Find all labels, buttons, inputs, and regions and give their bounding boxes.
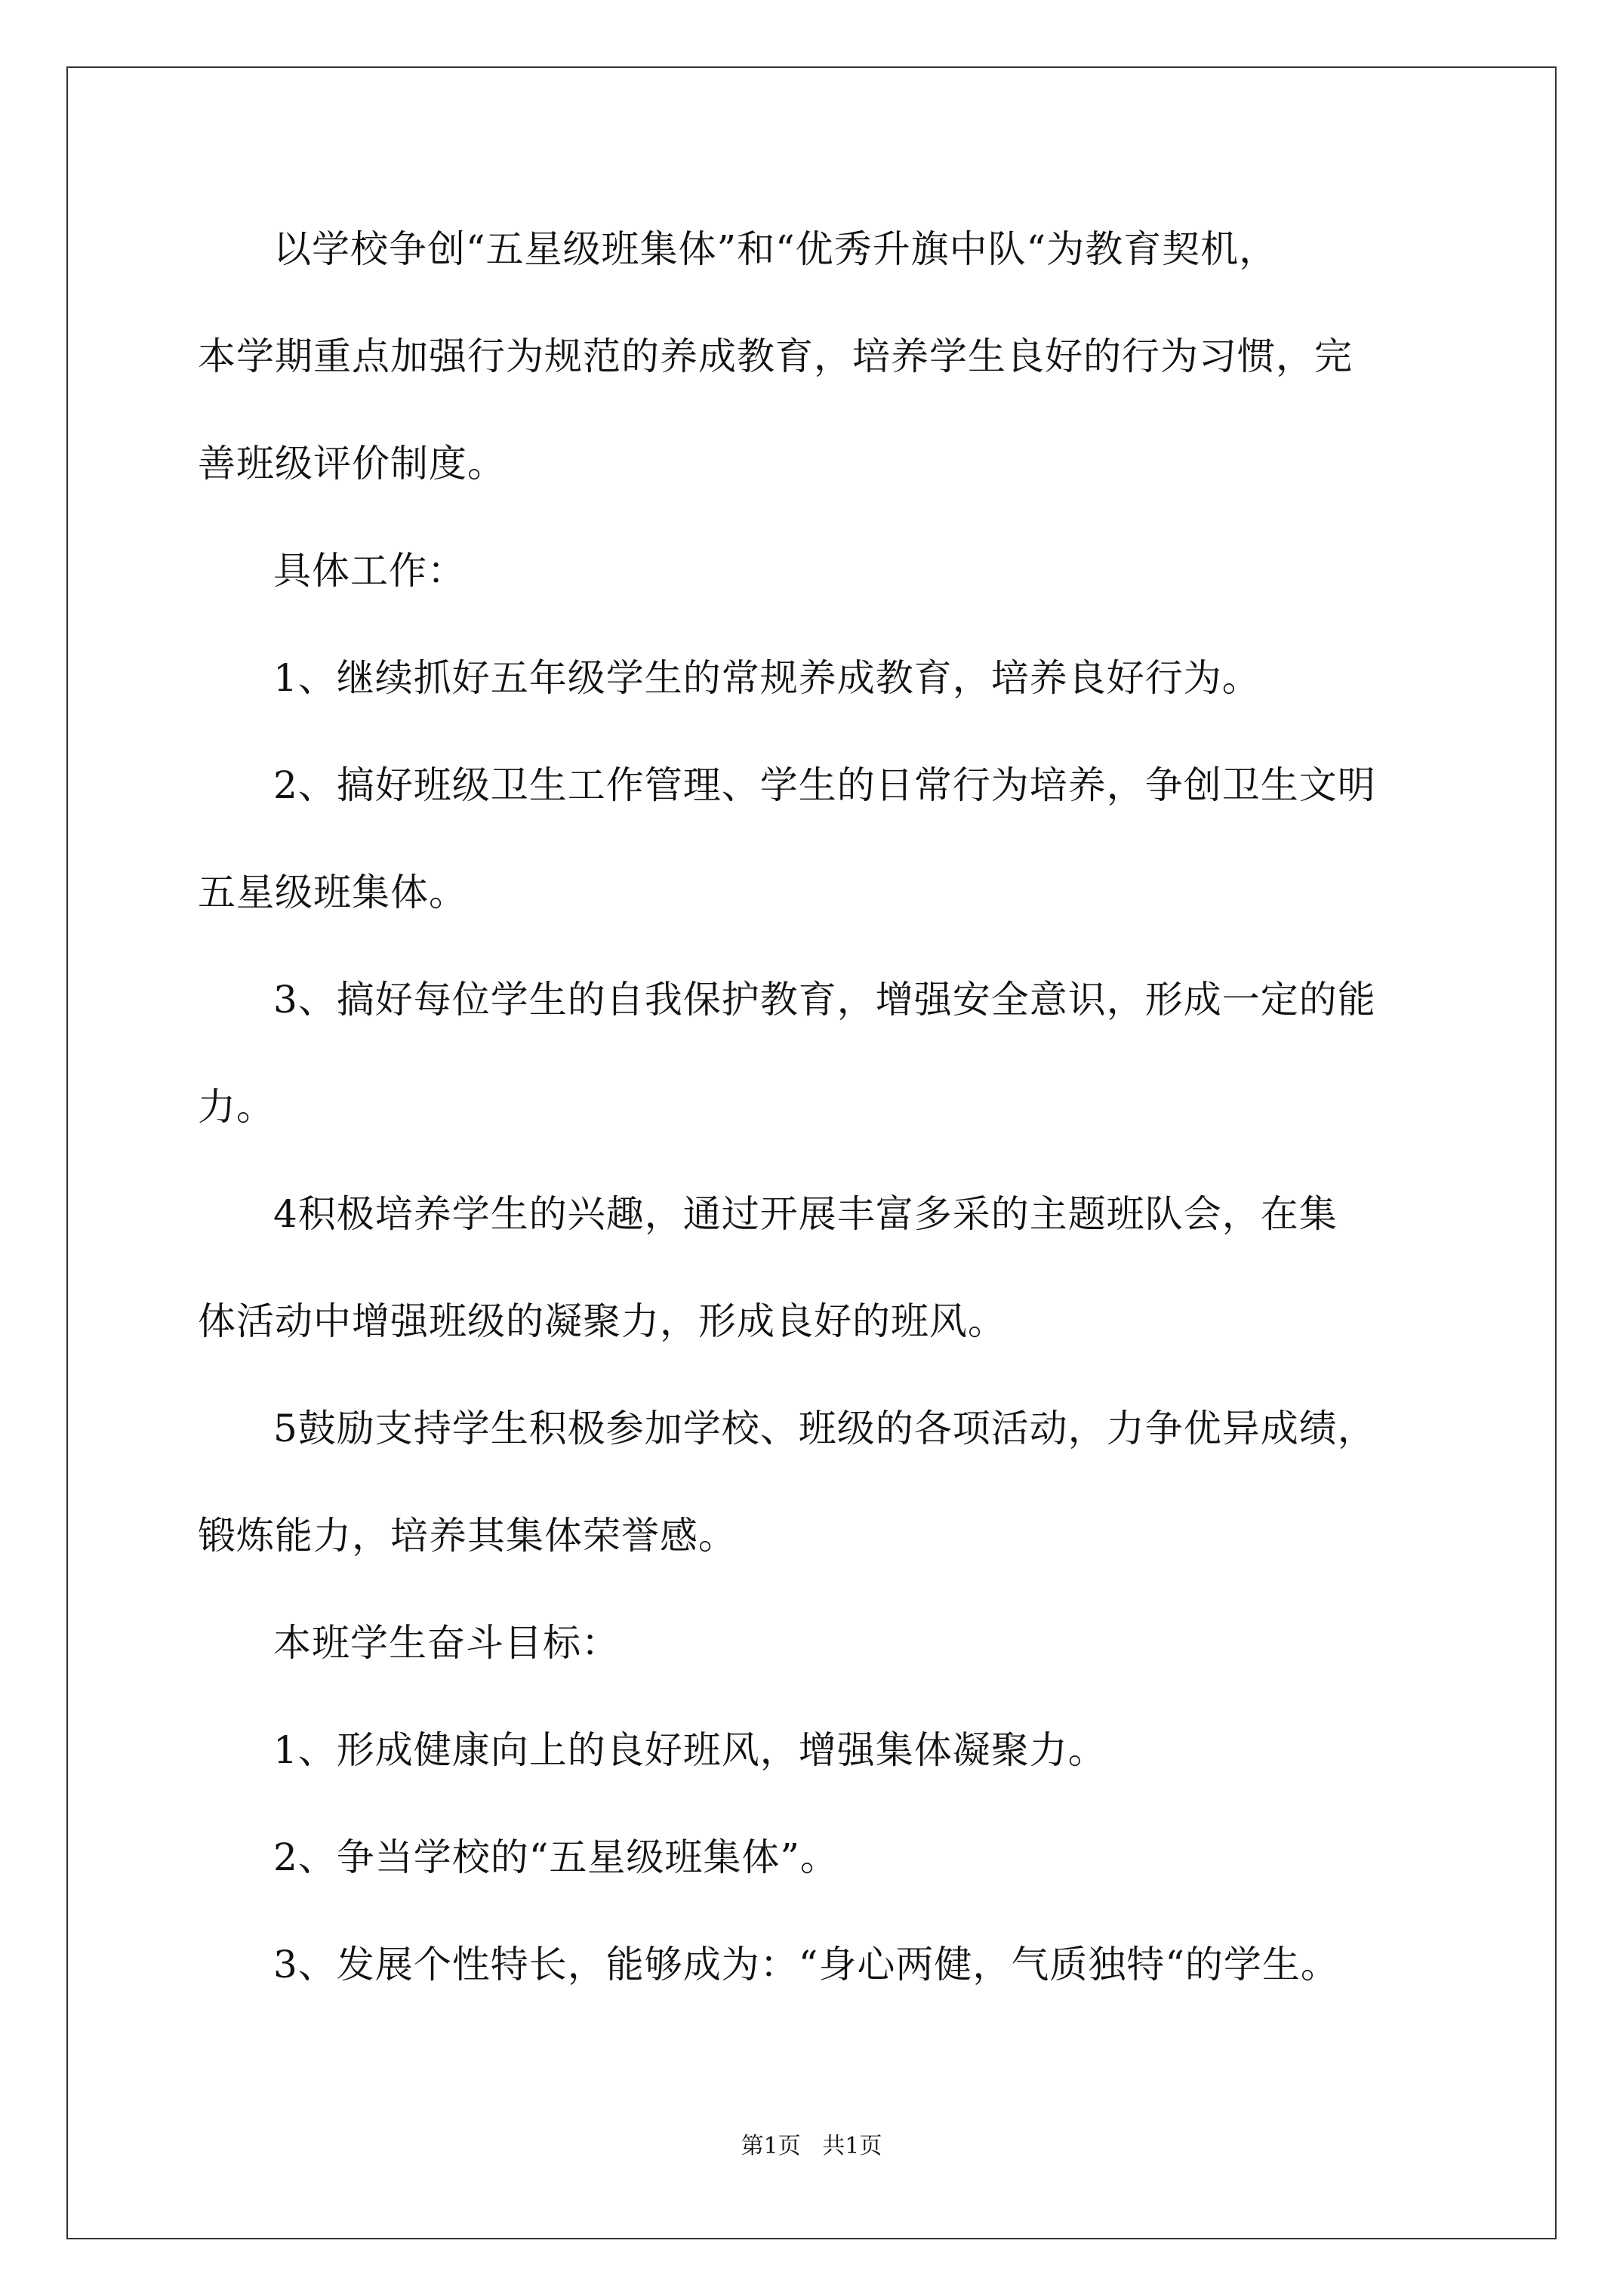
work-item-2-line-1: 2、搞好班级卫生工作管理、学生的日常行为培养，争创卫生文明 xyxy=(273,763,1376,807)
work-item-2-line-2: 五星级班集体。 xyxy=(198,871,467,914)
page-footer: 第1页 共1页 xyxy=(741,2133,882,2159)
work-item-3-line-1: 3、搞好每位学生的自我保护教育，增强安全意识，形成一定的能 xyxy=(273,978,1376,1022)
paragraph-intro-line-2: 本学期重点加强行为规范的养成教育，培养学生良好的行为习惯，完 xyxy=(198,334,1353,378)
work-item-3-line-2: 力。 xyxy=(198,1085,275,1129)
goal-item-2: 2、争当学校的“五星级班集体”。 xyxy=(273,1835,839,1879)
page-border xyxy=(66,66,1557,2239)
section-heading-specific-work: 具体工作： xyxy=(273,549,466,593)
goal-item-1: 1、形成健康向上的良好班风，增强集体凝聚力。 xyxy=(273,1728,1107,1772)
section-heading-goals: 本班学生奋斗目标： xyxy=(273,1621,620,1665)
work-item-4-line-1: 4积极培养学生的兴趣，通过开展丰富多采的主题班队会，在集 xyxy=(273,1192,1338,1236)
work-item-1: 1、继续抓好五年级学生的常规养成教育，培养良好行为。 xyxy=(273,656,1261,700)
work-item-4-line-2: 体活动中增强班级的凝聚力，形成良好的班风。 xyxy=(198,1299,1006,1343)
goal-item-3: 3、发展个性特长，能够成为：“身心两健，气质独特“的学生。 xyxy=(273,1943,1339,1986)
paragraph-intro-line-3: 善班级评价制度。 xyxy=(198,442,506,485)
work-item-5-line-1: 5鼓励支持学生积极参加学校、班级的各项活动，力争优异成绩， xyxy=(273,1407,1376,1450)
paragraph-intro-line-1: 以学校争创“五星级班集体”和“优秀升旗中队“为教育契机， xyxy=(273,227,1278,271)
work-item-5-line-2: 锻炼能力，培养其集体荣誉感。 xyxy=(198,1514,737,1558)
